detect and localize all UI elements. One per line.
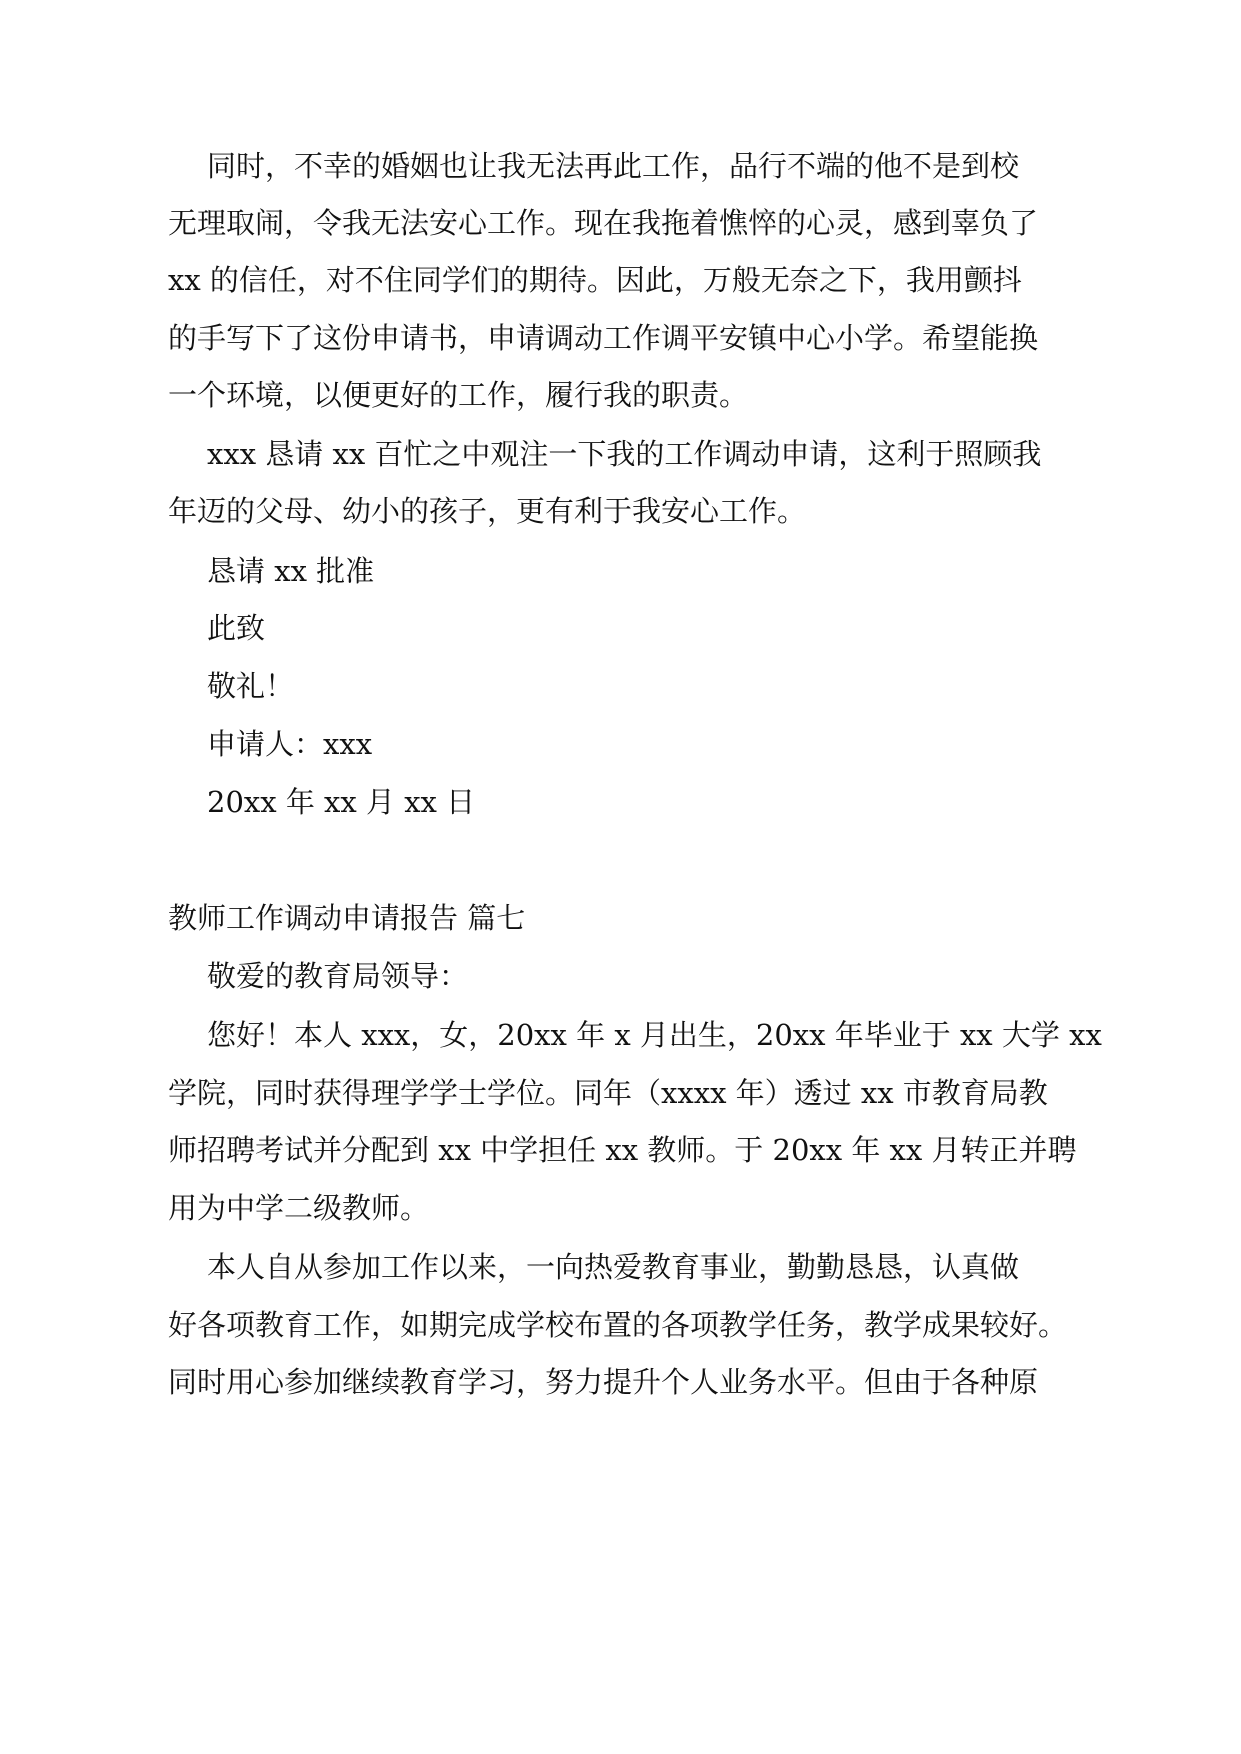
paragraph-1-line-5: 一个环境，以便更好的工作，履行我的职责。 <box>168 378 749 412</box>
paragraph-4-line-2: 好各项教育工作，如期完成学校布置的各项教学任务，教学成果较好。 <box>168 1308 1068 1342</box>
paragraph-2-line-1: xxx 恳请 xx 百忙之中观注一下我的工作调动申请，这利于照顾我 <box>207 437 1042 471</box>
paragraph-3-line-2: 学院，同时获得理学学士学位。同年（xxxx 年）透过 xx 市教育局教 <box>168 1076 1048 1110</box>
paragraph-1-line-4: 的手写下了这份申请书，申请调动工作调平安镇中心小学。希望能换 <box>168 321 1039 355</box>
section-title: 教师工作调动申请报告 篇七 <box>168 901 526 935</box>
paragraph-3-line-1: 您好！本人 xxx，女，20xx 年 x 月出生，20xx 年毕业于 xx 大学 xx <box>207 1018 1102 1052</box>
paragraph-4-line-3: 同时用心参加继续教育学习，努力提升个人业务水平。但由于各种原 <box>168 1365 1039 1399</box>
closing-salute-2: 敬礼！ <box>207 669 295 703</box>
signature: 申请人：xxx <box>207 727 373 761</box>
paragraph-3-line-3: 师招聘考试并分配到 xx 中学担任 xx 教师。于 20xx 年 xx 月转正并聘 <box>168 1133 1077 1167</box>
date: 20xx 年 xx 月 xx 日 <box>207 785 476 819</box>
greeting: 敬爱的教育局领导： <box>207 959 469 993</box>
paragraph-1-line-3: xx 的信任，对不住同学们的期待。因此，万般无奈之下，我用颤抖 <box>168 263 1022 297</box>
paragraph-3-line-4: 用为中学二级教师。 <box>168 1191 430 1225</box>
paragraph-2-line-2: 年迈的父母、幼小的孩子，更有利于我安心工作。 <box>168 494 807 528</box>
paragraph-1-line-1: 同时，不幸的婚姻也让我无法再此工作，品行不端的他不是到校 <box>207 149 1020 183</box>
closing-request: 恳请 xx 批准 <box>207 554 375 588</box>
closing-salute-1: 此致 <box>207 611 266 645</box>
paragraph-1-line-2: 无理取闹，令我无法安心工作。现在我拖着憔悴的心灵，感到辜负了 <box>168 206 1039 240</box>
paragraph-4-line-1: 本人自从参加工作以来，一向热爱教育事业，勤勤恳恳，认真做 <box>207 1250 1020 1284</box>
